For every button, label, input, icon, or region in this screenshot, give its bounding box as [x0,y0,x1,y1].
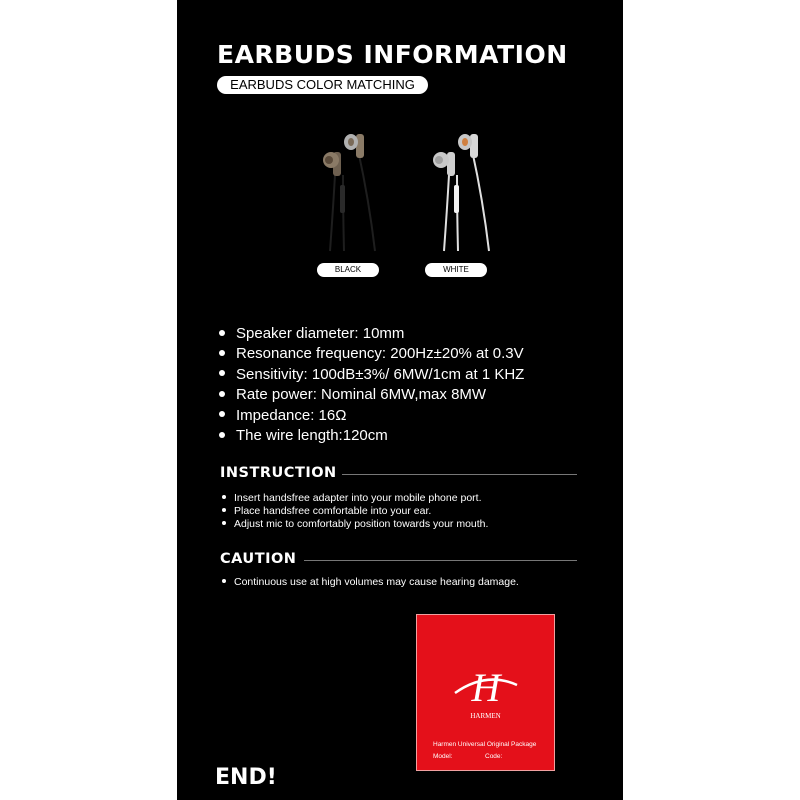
bullet-icon [219,391,225,397]
spec-item: Rate power: Nominal 6MW,max 8MW [217,385,524,405]
color-matching-label: EARBUDS COLOR MATCHING [217,76,428,94]
bullet-icon [219,411,225,417]
end-text: END! [215,765,277,790]
bullet-icon [222,579,226,583]
spec-item: Resonance frequency: 200Hz±20% at 0.3V [217,344,524,364]
caution-list [221,576,519,589]
bullet-icon [219,330,225,336]
package-code-label: Code: [485,753,503,760]
harmen-package-image [416,614,555,771]
bullet-icon [222,508,226,512]
instruction-item: Place handsfree comfortable into your ear. [221,505,488,518]
package-caption: Harmen Universal Original Package [433,741,537,748]
caution-heading: CAUTION [220,551,297,567]
spec-item: Sensitivity: 100dB±3%/ 6MW/1cm at 1 KHZ [217,365,524,385]
spec-item: Speaker diameter: 10mm [217,324,524,344]
bullet-icon [219,432,225,438]
black-earbuds-image [313,130,381,256]
product-info-panel [177,0,623,800]
bullet-icon [222,521,226,525]
specs-list [217,324,524,446]
caution-divider [304,560,577,561]
package-brand: HARMEN [470,712,501,720]
svg-text:H: H [471,665,501,710]
instruction-list [221,492,488,530]
caution-item: Continuous use at high volumes may cause hearing damage. [221,576,519,589]
bullet-icon [222,495,226,499]
bullet-icon [219,370,225,376]
bullet-icon [219,350,225,356]
instruction-item: Insert handsfree adapter into your mobile phone port. [221,492,488,505]
instruction-divider [342,474,577,475]
color-label-black: BLACK [317,263,379,277]
instruction-item: Adjust mic to comfortably position towards your mouth. [221,518,488,531]
harmen-logo-icon [451,663,521,713]
page-title: EARBUDS INFORMATION [217,40,568,69]
white-earbuds-image [427,130,495,256]
package-model-label: Model: [433,753,453,760]
instruction-heading: INSTRUCTION [220,465,337,481]
color-label-white: WHITE [425,263,487,277]
spec-item: Impedance: 16Ω [217,406,524,426]
spec-item: The wire length:120cm [217,426,524,446]
